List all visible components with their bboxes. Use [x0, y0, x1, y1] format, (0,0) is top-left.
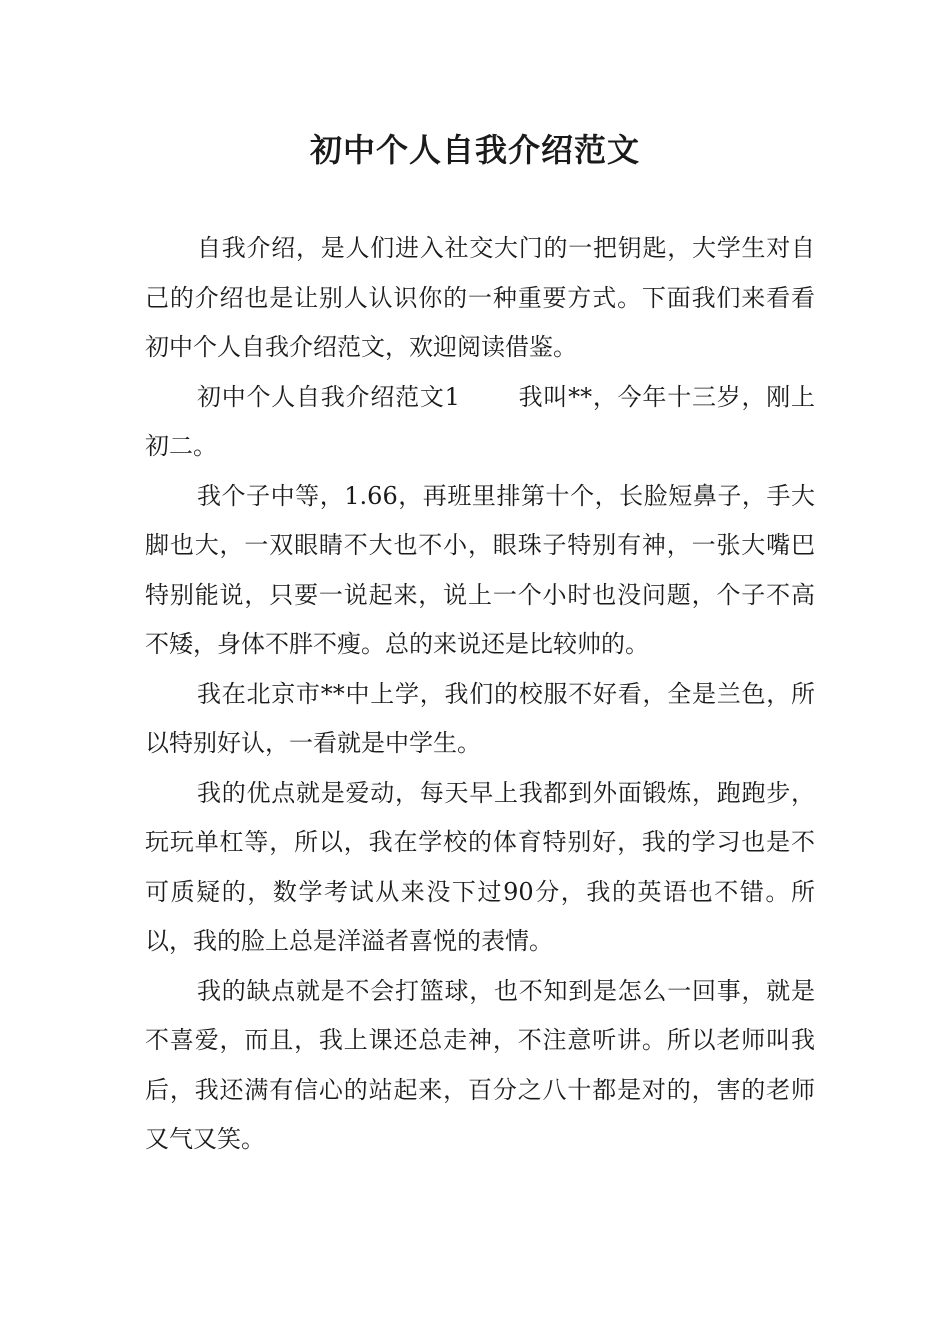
- school-paragraph: 我在北京市**中上学，我们的校服不好看，全是兰色，所以特别好认，一看就是中学生。: [145, 679, 815, 757]
- document-body: [145, 224, 815, 1165]
- appearance-paragraph: 我个子中等，1.66，再班里排第十个，长脸短鼻子，手大脚也大，一双眼睛不大也不小，眼珠子特别有神，一张大嘴巴特别能说，只要一说起来，说上一个小时也没问题，个子不高不矮，身体不胖不瘦。总的来说还是比较帅的。: [145, 481, 815, 658]
- section-paragraph: [145, 373, 815, 472]
- section-text: 我叫**，今年十三岁，刚上初二。: [145, 382, 815, 460]
- section-heading: 初中个人自我介绍范文1: [197, 382, 460, 411]
- intro-paragraph: 自我介绍，是人们进入社交大门的一把钥匙，大学生对自己的介绍也是让别人认识你的一种重要方式。下面我们来看看初中个人自我介绍范文，欢迎阅读借鉴。: [145, 234, 815, 361]
- strengths-paragraph: 我的优点就是爱动，每天早上我都到外面锻炼，跑跑步，玩玩单杠等，所以，我在学校的体育特别好，我的学习也是不可质疑的，数学考试从来没下过90分，我的英语也不错。所以，我的脸上总是洋溢者喜悦的表情。: [145, 778, 815, 955]
- weaknesses-paragraph: 我的缺点就是不会打篮球，也不知到是怎么一回事，就是不喜爱，而且，我上课还总走神，不注意听讲。所以老师叫我后，我还满有信心的站起来，百分之八十都是对的，害的老师又气又笑。: [145, 976, 815, 1153]
- document-title: 初中个人自我介绍范文: [309, 131, 640, 169]
